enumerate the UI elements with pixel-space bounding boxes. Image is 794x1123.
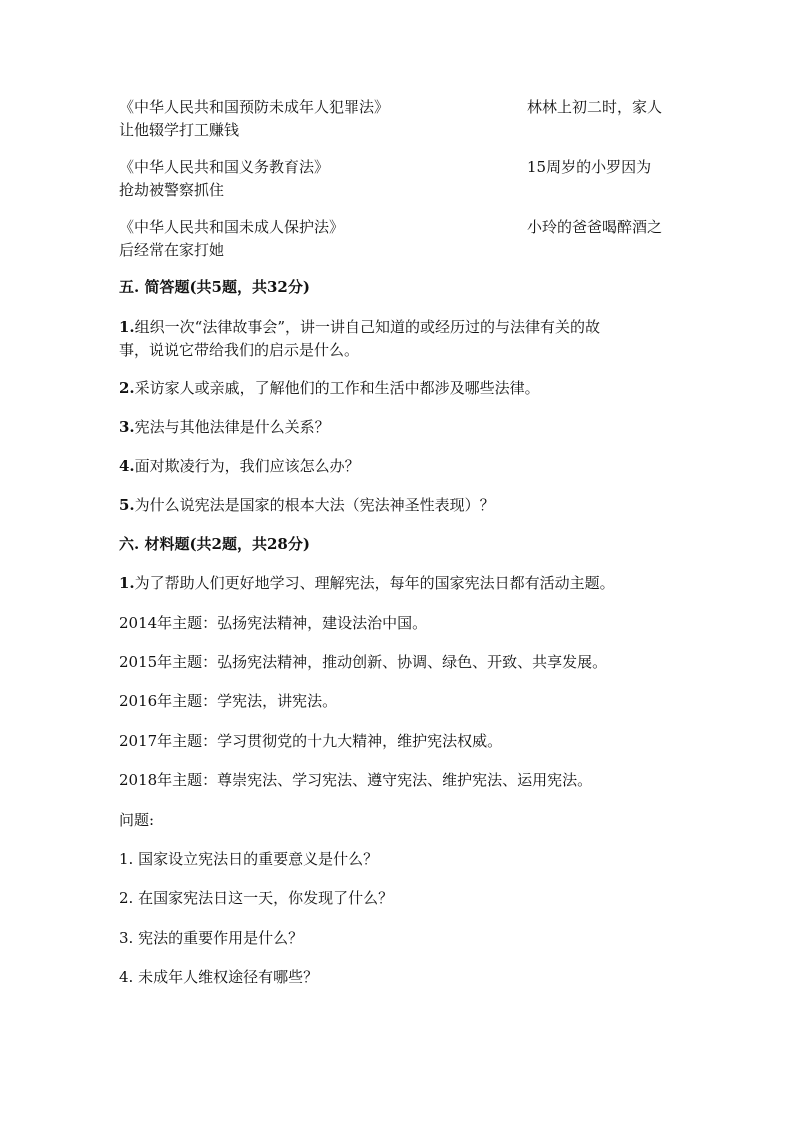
sub-question-3: 3. 宪法的重要作用是什么？	[119, 929, 304, 947]
question-number: 3.	[119, 418, 135, 436]
matching-law: 《中华人民共和国未成人保护法》	[119, 218, 345, 236]
material-question-1	[119, 572, 679, 595]
theme-2015: 2015年主题：弘扬宪法精神，推动创新、协调、绿色、开致、共享发展。	[119, 653, 608, 671]
question-number: 1.	[119, 574, 135, 592]
sub-question-2: 2. 在国家宪法日这一天，你发现了什么？	[119, 889, 394, 907]
sub-question-4: 4. 未成年人维权途径有哪些？	[119, 968, 319, 986]
matching-item-2	[119, 156, 679, 202]
sub-question-1: 1. 国家设立宪法日的重要意义是什么？	[119, 850, 379, 868]
question-number: 1.	[119, 318, 135, 336]
question-text: 宪法与其他法律是什么关系？	[134, 418, 330, 436]
question-text: 面对欺凌行为，我们应该怎么办？	[134, 457, 360, 475]
matching-item-3	[119, 216, 679, 262]
theme-2017: 2017年主题：学习贯彻党的十九大精神，维护宪法权威。	[119, 732, 503, 750]
matching-case-continued: 让他辍学打工赚钱	[119, 121, 240, 139]
question-number: 5.	[119, 496, 135, 514]
matching-law: 《中华人民共和国义务教育法》	[119, 158, 330, 176]
matching-item-1	[119, 96, 679, 142]
question-number: 2.	[119, 379, 135, 397]
question-2	[119, 377, 679, 400]
question-1-continued: 事，说说它带给我们的启示是什么。	[119, 341, 360, 359]
theme-2018: 2018年主题：尊崇宪法、学习宪法、遵守宪法、维护宪法、运用宪法。	[119, 771, 593, 789]
matching-case: 15周岁的小罗因为	[527, 158, 652, 176]
question-number: 4.	[119, 457, 135, 475]
matching-case: 小玲的爸爸喝醉酒之	[527, 218, 663, 236]
question-5	[119, 494, 679, 517]
matching-case: 林林上初二时，家人	[527, 98, 663, 116]
section-heading: 五. 简答题(共5题，共32分)	[119, 278, 310, 296]
questions-label: 问题:	[119, 811, 155, 829]
material-intro: 为了帮助人们更好地学习、理解宪法，每年的国家宪法日都有活动主题。	[134, 574, 615, 592]
section-heading: 六. 材料题(共2题，共28分)	[119, 535, 310, 553]
theme-2016: 2016年主题：学宪法，讲宪法。	[119, 692, 338, 710]
matching-case-continued: 后经常在家打她	[119, 241, 225, 259]
question-1	[119, 316, 679, 339]
question-text: 采访家人或亲戚，了解他们的工作和生活中都涉及哪些法律。	[134, 379, 540, 397]
question-text: 为什么说宪法是国家的根本大法（宪法神圣性表现）？	[134, 496, 495, 514]
question-text: 组织一次“法律故事会”，讲一讲自己知道的或经历过的与法律有关的故	[134, 318, 601, 336]
question-4	[119, 455, 679, 478]
matching-law: 《中华人民共和国预防未成年人犯罪法》	[119, 98, 390, 116]
theme-2014: 2014年主题：弘扬宪法精神，建设法治中国。	[119, 614, 428, 632]
matching-case-continued: 抢劫被警察抓住	[119, 181, 225, 199]
question-3	[119, 416, 679, 439]
